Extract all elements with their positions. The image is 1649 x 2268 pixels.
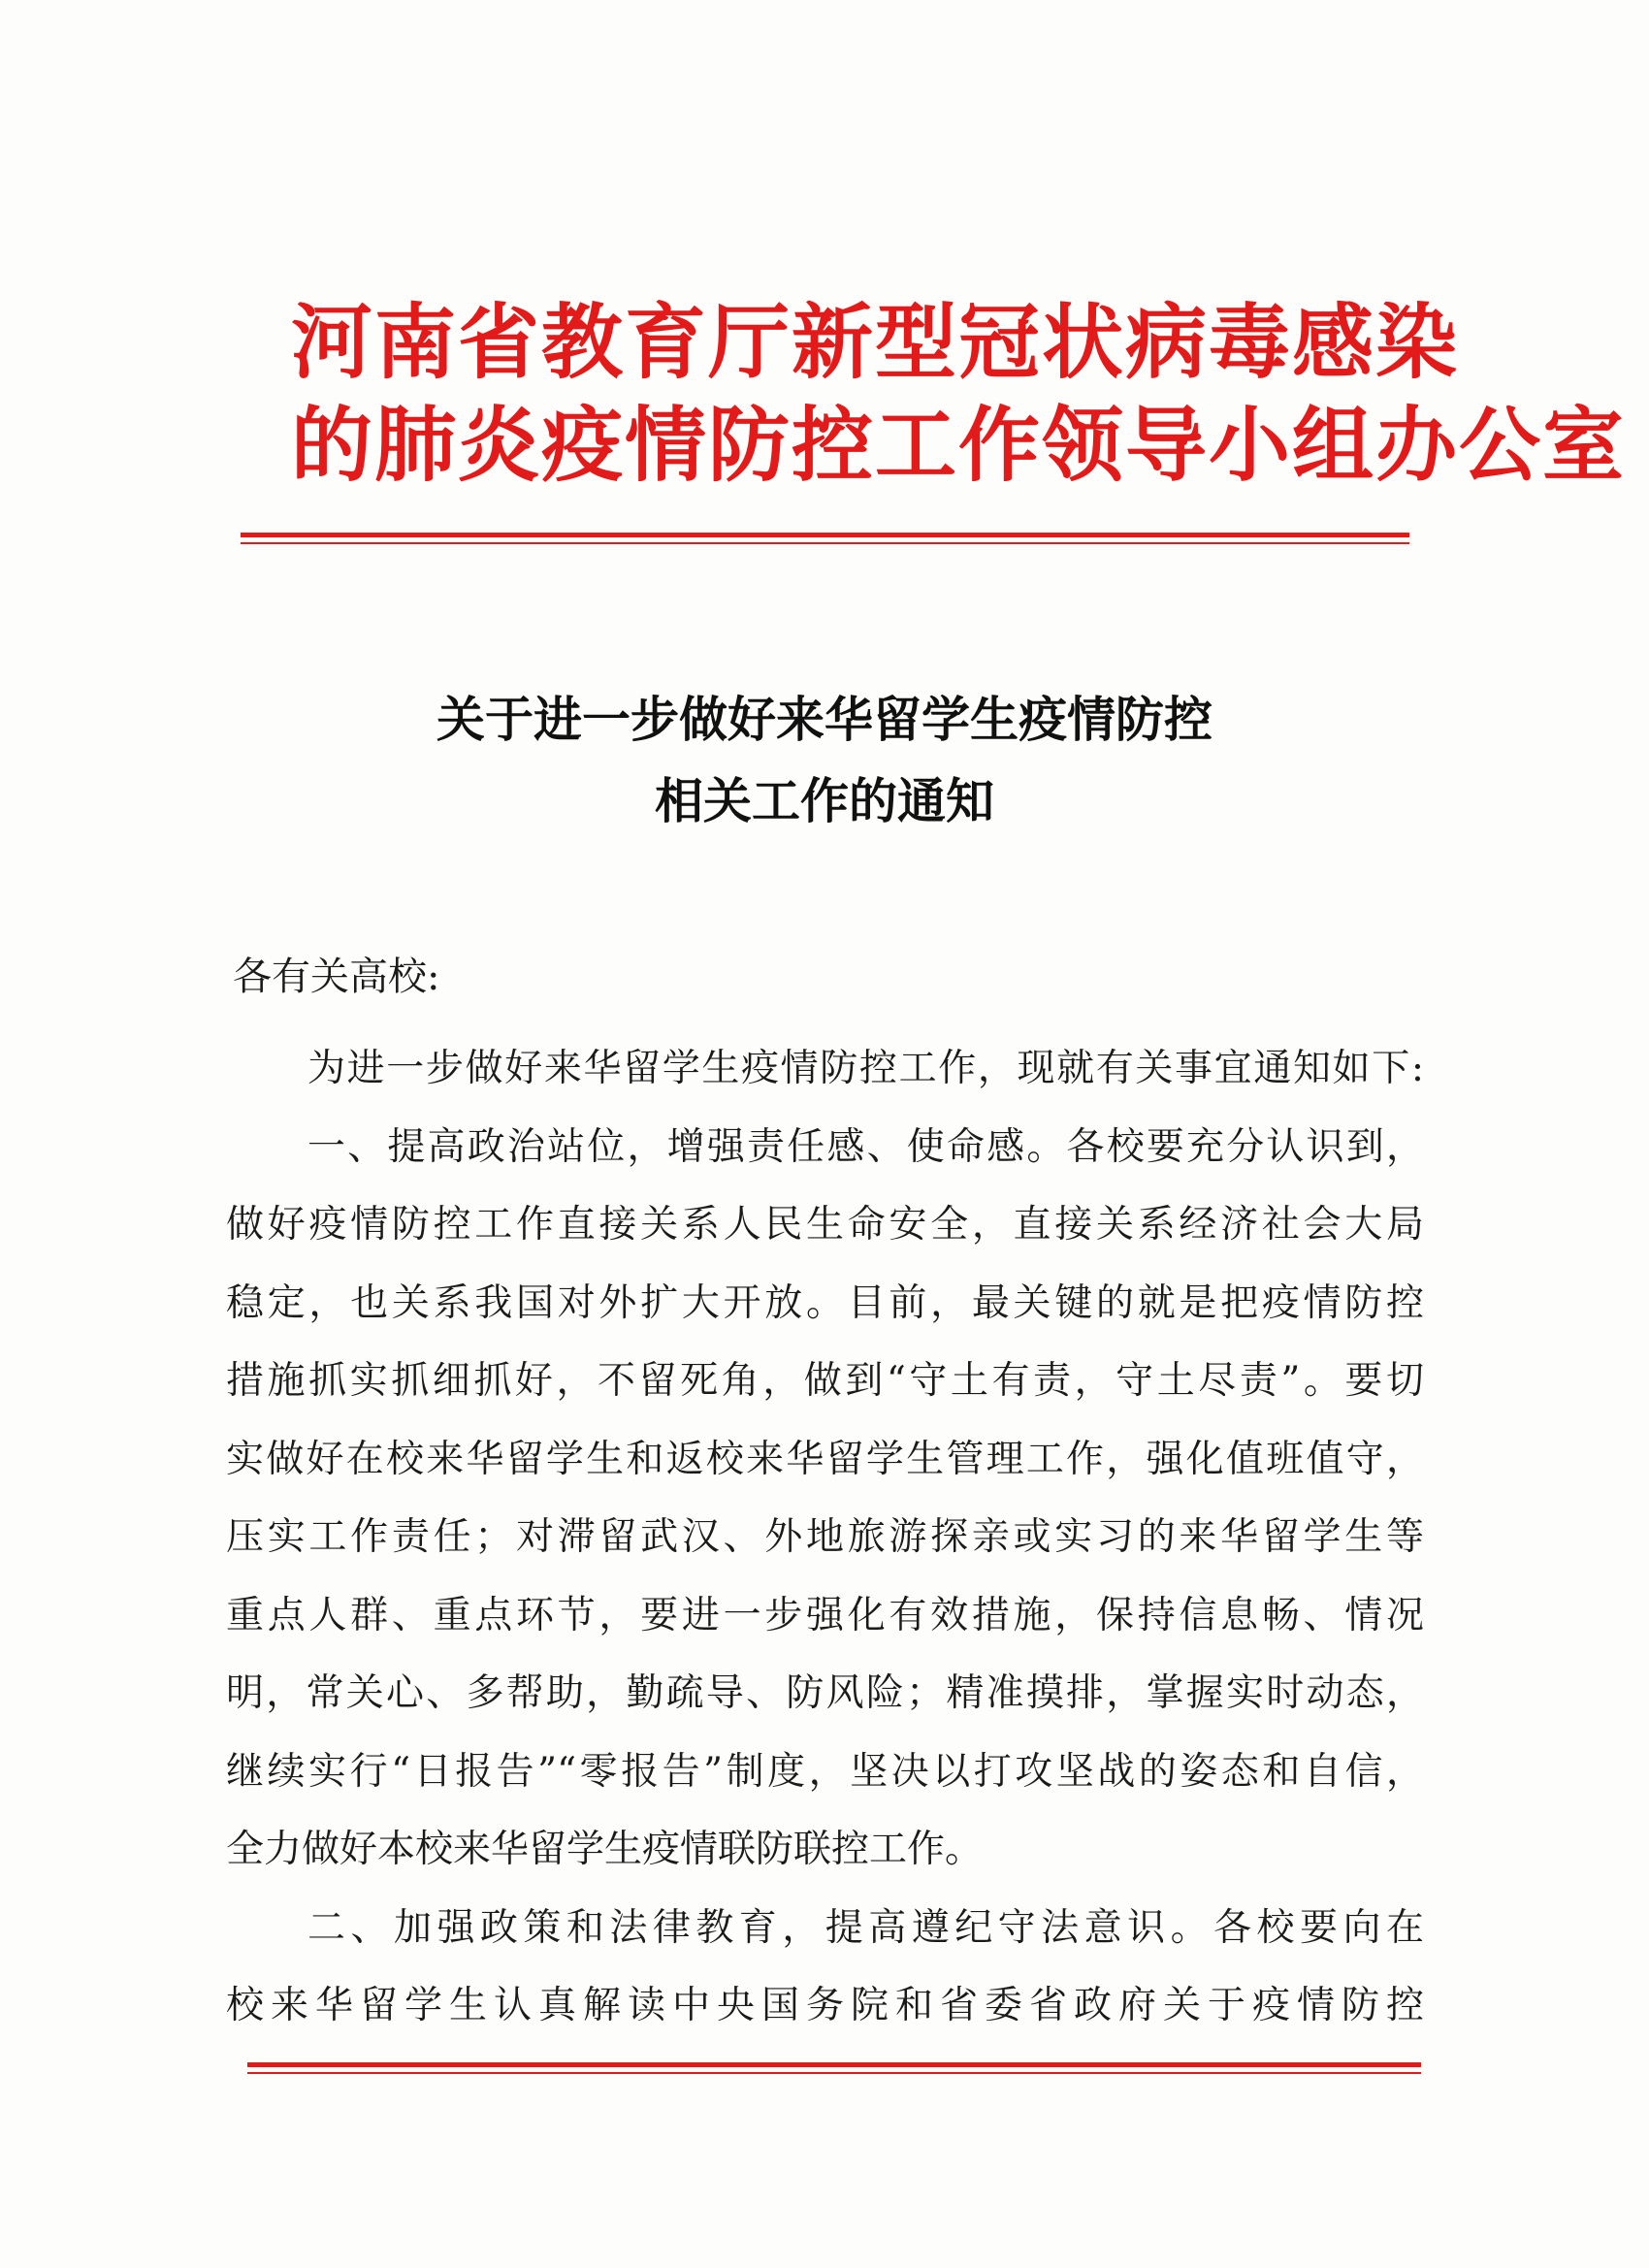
header-red-rule: [241, 533, 1409, 537]
issuing-office-header: [291, 291, 1627, 497]
notice-body: [226, 1030, 1424, 2046]
body-line: 实做好在校来华留学生和返校来华留学生管理工作，强化值班值守，: [226, 1437, 1424, 1481]
body-line: 重点人群、重点环节，要进一步强化有效措施，保持信息畅、情况: [226, 1593, 1424, 1637]
body-line: 明，常关心、多帮助，勤疏导、防风险；精准摸排，掌握实时动态，: [226, 1671, 1424, 1715]
body-line: 做好疫情防控工作直接关系人民生命安全，直接关系经济社会大局: [226, 1203, 1424, 1247]
body-line: 一、提高政治站位，增强责任感、使命感。各校要充分认识到，: [307, 1124, 1424, 1169]
body-line: 压实工作责任；对滞留武汉、外地旅游探亲或实习的来华留学生等: [226, 1515, 1424, 1559]
body-line: 为进一步做好来华留学生疫情防控工作，现就有关事宜通知如下:: [307, 1047, 1424, 1090]
footer-red-rule-thin: [247, 2072, 1421, 2074]
notice-title: [242, 679, 1406, 842]
salutation: 各有关高校:: [233, 955, 440, 999]
header-line-1: 河南省教育厅新型冠状病毒感染: [291, 294, 1460, 390]
title-line-1: 关于进一步做好来华留学生疫情防控: [436, 692, 1212, 748]
body-line: 稳定，也关系我国对外扩大开放。目前，最关键的就是把疫情防控: [226, 1280, 1424, 1325]
body-line: 校来华留学生认真解读中央国务院和省委省政府关于疫情防控: [226, 1984, 1424, 2027]
footer-red-rule: [247, 2062, 1421, 2067]
body-line: 二、加强政策和法律教育，提高遵纪守法意识。各校要向在: [307, 1905, 1424, 1950]
body-line: 继续实行“日报告”“零报告”制度，坚决以打攻坚战的姿态和自信，: [226, 1749, 1424, 1794]
header-red-rule-thin: [241, 542, 1409, 544]
title-line-2: 相关工作的通知: [655, 773, 994, 829]
body-line: 措施抓实抓细抓好，不留死角，做到“守土有责，守土尽责”。要切: [226, 1359, 1424, 1403]
header-line-2: 的肺炎疫情防控工作领导小组办公室: [291, 397, 1627, 493]
body-line: 全力做好本校来华留学生疫情联防联控工作。: [226, 1828, 984, 1871]
